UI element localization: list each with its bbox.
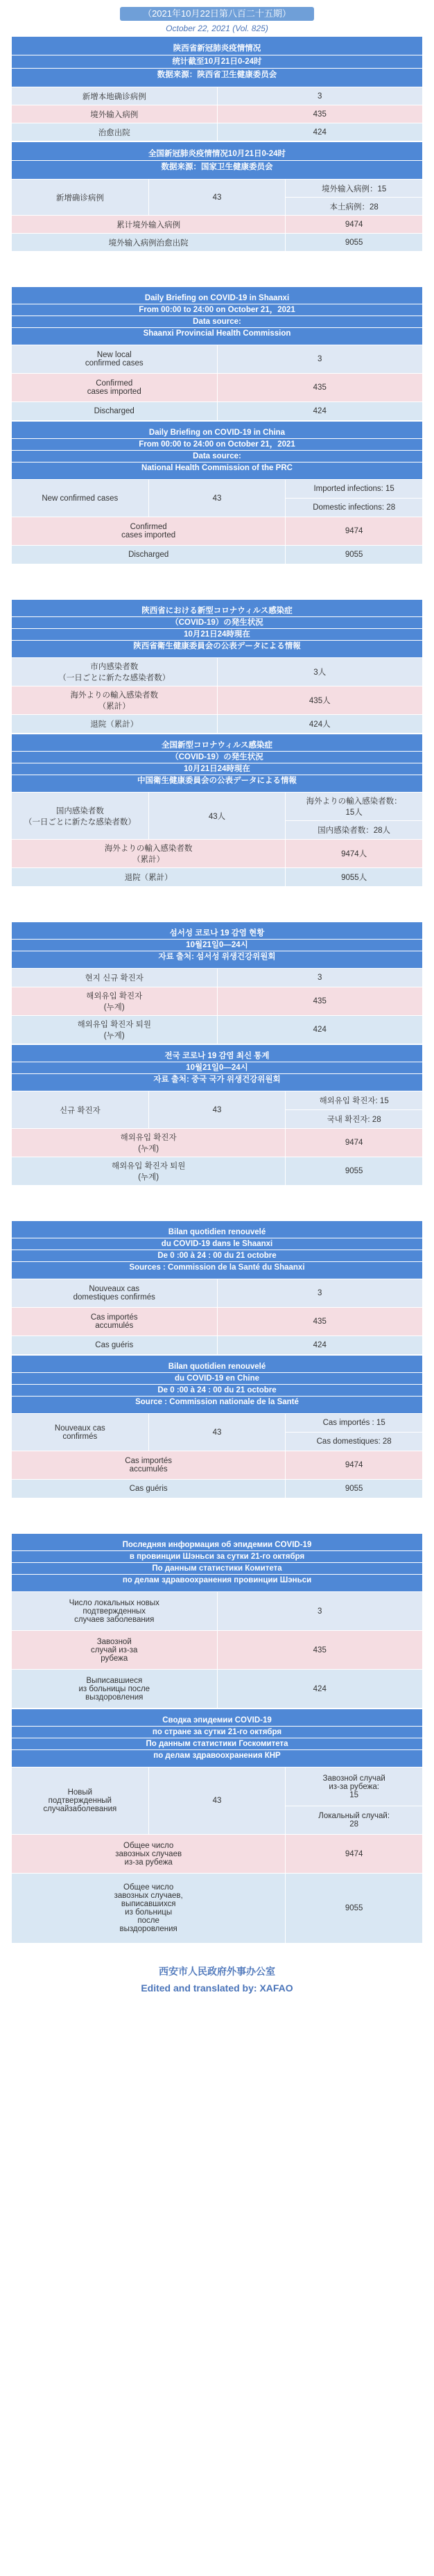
row-value: 3: [217, 87, 423, 105]
table-title-line: Bilan quotidien renouvelé: [12, 1356, 423, 1373]
row-label: Nouveaux cas domestiques confirmés: [12, 1279, 218, 1308]
table-shaanxi-ru: [11, 1533, 423, 1709]
table-shaanxi-fr: [11, 1220, 423, 1355]
table-china-zh: [11, 141, 423, 252]
row-label: Общее число завозных случаев из-за рубежа: [12, 1835, 286, 1874]
row-label: 境外输入病例治愈出院: [12, 234, 286, 252]
row-label: Cas guéris: [12, 1336, 218, 1355]
table-title-line: в провинции Шэньси за сутки 21-го октября: [12, 1551, 423, 1563]
row-label: 해외유입 확진자 (누계): [12, 987, 218, 1016]
table-title-line: 10월21일0—24시: [12, 1062, 423, 1074]
table-title-line: 数据来源：国家卫生健康委员会: [12, 161, 423, 180]
new-confirmed-total: 43: [148, 180, 286, 216]
table-title-line: Bilan quotidien renouvelé: [12, 1221, 423, 1238]
row-value: 424人: [217, 715, 423, 734]
sub-imported: 해외유입 확진자: 15: [286, 1091, 423, 1110]
table-title-line: 10월21일0—24시: [12, 940, 423, 951]
sub-domestic: 국내 확진자: 28: [286, 1110, 423, 1129]
table-title-line: National Health Commission of the PRC: [12, 463, 423, 480]
row-value: 9474人: [286, 840, 423, 868]
sub-domestic: 国内感染者数：28人: [286, 821, 423, 840]
sub-imported: 境外输入病例：15: [286, 180, 423, 198]
footer-credit: Edited and translated by: XAFAO: [141, 1982, 293, 1994]
row-label: 境外输入病例: [12, 105, 218, 123]
new-confirmed-total: 43: [148, 1091, 286, 1129]
row-value: 424: [217, 123, 423, 141]
table-title-line: по делам здравоохранения провинции Шэньси: [12, 1575, 423, 1592]
table-title-line: 자료 출처: 중국 국가 위생건강위원회: [12, 1074, 423, 1091]
table-shaanxi-zh: [11, 36, 423, 141]
row-value: 9474: [286, 1835, 423, 1874]
table-title-line: 자료 출처: 섬서성 위생건강위원회: [12, 951, 423, 969]
row-label: 해외유입 확진자 퇴원 (누계): [12, 1157, 286, 1186]
table-title-line: du COVID-19 en Chine: [12, 1373, 423, 1385]
table-china-ja: [11, 734, 423, 887]
table-title-line: По данным статистики Госкомитета: [12, 1738, 423, 1750]
new-confirmed-label: 신규 확진자: [12, 1091, 149, 1129]
new-confirmed-total: 43: [148, 1414, 286, 1451]
table-title-line: Source : Commission nationale de la Santé: [12, 1397, 423, 1414]
table-title-line: From 00:00 to 24:00 on October 21，2021: [12, 304, 423, 316]
table-shaanxi-ja: [11, 599, 423, 734]
row-label: 退院（累計）: [12, 715, 218, 734]
row-value: 435: [217, 987, 423, 1016]
table-title-line: 数据来源：陕西省卫生健康委员会: [12, 69, 423, 87]
table-title-line: Sources : Commission de la Santé du Shaanxi: [12, 1262, 423, 1279]
table-china-fr: [11, 1355, 423, 1498]
table-title-line: 中国衛生健康委員会の公表データによる情報: [12, 775, 423, 793]
table-title-line: Сводка эпидемии COVID-19: [12, 1709, 423, 1727]
row-value: 3: [217, 969, 423, 987]
table-title-line: 전국 코로나 19 감염 최신 통계: [12, 1045, 423, 1062]
row-value: 424: [217, 1336, 423, 1355]
row-value: 3: [217, 1279, 423, 1308]
row-value: 9055人: [286, 868, 423, 887]
row-value: 435: [217, 374, 423, 402]
row-value: 435人: [217, 686, 423, 715]
new-confirmed-total: 43: [148, 480, 286, 517]
row-label: 市内感染者数 （一日ごとに新たな感染者数）: [12, 658, 218, 686]
row-value: 435: [217, 1631, 423, 1670]
table-title-line: Data source:: [12, 316, 423, 328]
row-value: 9474: [286, 1129, 423, 1157]
sub-imported: Завозной случай из-за рубежа: 15: [286, 1767, 423, 1806]
table-shaanxi-en: [11, 286, 423, 421]
table-title-line: Data source:: [12, 451, 423, 463]
row-label: Число локальных новых подтвержденных случаев заболевания: [12, 1592, 218, 1631]
row-value: 9055: [286, 1874, 423, 1944]
row-value: 9474: [286, 1451, 423, 1480]
new-confirmed-label: New confirmed cases: [12, 480, 149, 517]
table-title-line: 섬서성 코로나 19 감염 현황: [12, 922, 423, 940]
table-title-line: Daily Briefing on COVID-19 in China: [12, 422, 423, 439]
row-value: 9474: [286, 216, 423, 234]
table-china-en: [11, 421, 423, 564]
row-value: 9474: [286, 517, 423, 546]
row-value: 435: [217, 1308, 423, 1336]
row-label: 海外よりの輸入感染者数 （累計）: [12, 686, 218, 715]
table-title-line: 全国新型コロナウィルス感染症: [12, 734, 423, 752]
row-label: 累计境外输入病例: [12, 216, 286, 234]
table-title-line: （COVID-19）の発生状況: [12, 617, 423, 629]
row-label: 退院（累計）: [12, 868, 286, 887]
table-title-line: По данным статистики Комитета: [12, 1563, 423, 1575]
row-value: 9055: [286, 1157, 423, 1186]
issue-subtitle: October 22, 2021 (Vol. 825): [166, 24, 268, 33]
table-title-line: du COVID-19 dans le Shaanxi: [12, 1238, 423, 1250]
row-value: 424: [217, 1016, 423, 1044]
row-label: 현지 신규 확진자: [12, 969, 218, 987]
table-title-line: по делам здравоохранения КНР: [12, 1750, 423, 1767]
row-value: 424: [217, 402, 423, 421]
sub-imported: Cas importés : 15: [286, 1414, 423, 1433]
row-label: Confirmed cases imported: [12, 517, 286, 546]
row-label: New local confirmed cases: [12, 345, 218, 374]
sub-imported: Imported infections: 15: [286, 480, 423, 499]
table-title-line: 全国新冠肺炎疫情情况10月21日0-24时: [12, 142, 423, 161]
row-label: Cas guéris: [12, 1480, 286, 1498]
row-label: Завозной случай из-за рубежа: [12, 1631, 218, 1670]
row-label: Cas importés accumulés: [12, 1308, 218, 1336]
row-label: 治愈出院: [12, 123, 218, 141]
table-china-ru: [11, 1709, 423, 1944]
page: [7, 0, 427, 1994]
sections: [7, 36, 427, 1944]
row-value: 3: [217, 345, 423, 374]
row-label: Discharged: [12, 546, 286, 564]
table-title-line: 统计截至10月21日0-24时: [12, 55, 423, 69]
row-value: 9055: [286, 1480, 423, 1498]
table-title-line: Daily Briefing on COVID-19 in Shaanxi: [12, 287, 423, 304]
row-label: Выписавшиеся из больницы после выздоровления: [12, 1670, 218, 1709]
table-title-line: Последняя информация об эпидемии COVID-19: [12, 1534, 423, 1551]
table-title-line: Shaanxi Provincial Health Commission: [12, 328, 423, 345]
new-confirmed-label: Новый подтвержденный случайзаболевания: [12, 1767, 149, 1835]
table-title-line: De 0 :00 à 24 : 00 du 21 octobre: [12, 1250, 423, 1262]
row-label: 해외유입 확진자 (누계): [12, 1129, 286, 1157]
row-value: 3人: [217, 658, 423, 686]
new-confirmed-total: 43人: [148, 793, 286, 840]
sub-imported: 海外よりの輸入感染者数： 15人: [286, 793, 423, 821]
table-title-line: 陝西省衛生健康委員会の公表データによる情報: [12, 641, 423, 658]
row-label: Cas importés accumulés: [12, 1451, 286, 1480]
table-shaanxi-ko: [11, 922, 423, 1044]
sub-domestic: 本土病例：28: [286, 198, 423, 216]
new-confirmed-total: 43: [148, 1767, 286, 1835]
new-confirmed-label: 新增确诊病例: [12, 180, 149, 216]
row-value: 9055: [286, 546, 423, 564]
sub-domestic: Domestic infections: 28: [286, 499, 423, 517]
table-china-ko: [11, 1044, 423, 1186]
table-title-line: 10月21日24時現在: [12, 763, 423, 775]
table-title-line: （COVID-19）の発生状況: [12, 752, 423, 763]
footer-org: 西安市人民政府外事办公室: [159, 1966, 275, 1977]
new-confirmed-label: 国内感染者数 （一日ごとに新たな感染者数）: [12, 793, 149, 840]
row-label: Confirmed cases imported: [12, 374, 218, 402]
table-title-line: 陝西省における新型コロナウィルス感染症: [12, 600, 423, 617]
row-value: 3: [217, 1592, 423, 1631]
table-title-line: 10月21日24時現在: [12, 629, 423, 641]
table-title-line: по стране за сутки 21-го октября: [12, 1727, 423, 1738]
table-title-line: From 00:00 to 24:00 on October 21，2021: [12, 439, 423, 451]
row-label: Общее число завозных случаев, выписавшихся из больницы после выздоровления: [12, 1874, 286, 1944]
row-value: 435: [217, 105, 423, 123]
row-value: 424: [217, 1670, 423, 1709]
table-title-line: De 0 :00 à 24 : 00 du 21 octobre: [12, 1385, 423, 1397]
row-label: 新增本地确诊病例: [12, 87, 218, 105]
issue-title: （2021年10月22日第八百二十五期）: [120, 7, 314, 21]
row-value: 9055: [286, 234, 423, 252]
row-label: 海外よりの輸入感染者数 （累計）: [12, 840, 286, 868]
sub-domestic: Cas domestiques: 28: [286, 1433, 423, 1451]
row-label: 해외유입 확진자 퇴원 (누계): [12, 1016, 218, 1044]
sub-domestic: Локальный случай: 28: [286, 1806, 423, 1835]
new-confirmed-label: Nouveaux cas confirmés: [12, 1414, 149, 1451]
table-title-line: 陕西省新冠肺炎疫情情况: [12, 37, 423, 55]
row-label: Discharged: [12, 402, 218, 421]
